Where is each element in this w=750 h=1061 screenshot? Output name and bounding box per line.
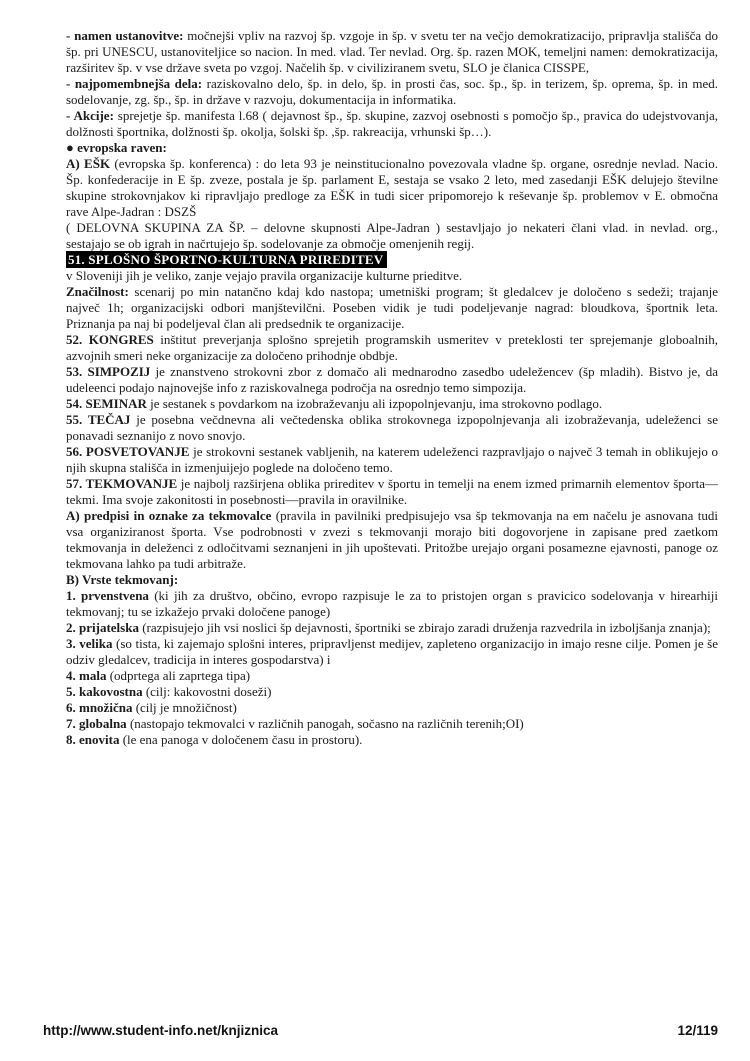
para-2-prijatelska bbox=[66, 620, 718, 636]
bold-run: ● evropska raven: bbox=[66, 140, 167, 155]
text-run: je posebna večdnevna ali večtedenska oblika strokovnega izpopolnjevanja ali izobraževanja, udeleženci se ponavadi seznanijo z novo snovjo. bbox=[66, 412, 718, 443]
text-run: ( DELOVNA SKUPINA ZA ŠP. – delovne skupnosti Alpe-Jadran ) sestavljajo jo nekateri člani vlad. in nevlad. org., sestajajo se ob igrah in načrtujejo šp. sodelovanje za območje omenjenih regij. bbox=[66, 220, 718, 251]
para-7-globalna bbox=[66, 716, 718, 732]
text-run: inštitut preverjanja splošno sprejetih programskih usmeritev v preteklosti ter sprejemanje globoalnih, azvojnih smeri neke organizacije za določeno prihodnje obdbje. bbox=[66, 332, 719, 363]
para-6-mnozicna bbox=[66, 700, 718, 716]
bold-run: 7. globalna bbox=[66, 716, 127, 731]
text-run: je najbolj razširjena oblika prireditev v športu in temelji na enem izmed primarnih elementov športa—tekmi. Ima svoje zakonitosti in posebnosti—pravila in oravilnike. bbox=[66, 476, 718, 507]
bold-run: A) EŠK bbox=[66, 156, 111, 171]
heading-51-splosno-sportno-kulturna-prireditev bbox=[66, 252, 718, 268]
bold-run: 57. TEKMOVANJE bbox=[66, 476, 178, 491]
text-run: (pravila in pavilniki predpisujejo vsa šp tekmovanja na em načelu je asnovana tudi vsa organiziranost športa. Vse podrobnosti v zvezi s tekmovanji morajo biti dogovorjene in zapisane pred zaetkom tekmovanja in deleženci z odločitvami seznanjeni in jih upoštevati. Pritožbe urejajo organi posamezne ejavnosti, panoge oz tekmovana lahko pa tudi arbitraže. bbox=[66, 508, 718, 571]
bold-run: 56. POSVETOVANJE bbox=[66, 444, 190, 459]
para-3-velika bbox=[66, 636, 718, 668]
bold-run: B) Vrste tekmovanj: bbox=[66, 572, 179, 587]
heading-vrste-tekmovanj bbox=[66, 572, 718, 588]
bold-run: - Akcije: bbox=[66, 108, 114, 123]
bold-run: 54. SEMINAR bbox=[66, 396, 147, 411]
text-run: (evropska šp. konferenca) : do leta 93 je neinstitucionalno povezovala vladne šp. organe, osrednje nevlad. Nacio. Šp. konfederacije in E šp. zveze, postala je šp. parlament E, sestaja se vsako 2 leto, med zasedanji EŠK delujejo številne skupine strokovnjakov ki ripravljajo predloge za EŠK in tudi sicer pripomorejo k reševanje šp. problemov v E. območna rave Alpe-Jadran : DSZŠ bbox=[66, 156, 718, 219]
bold-run: 1. prvenstvena bbox=[66, 588, 149, 603]
text-run: (ki jih za društvo, občino, evropo razpisuje le za to pristojen organ s pravicico sodelovanja v hirearhiji tekmovanj; tu se izkažejo prvaki določene panoge) bbox=[66, 588, 718, 619]
text-run: (so tista, ki zajemajo splošni interes, pripravljenst medijev, zapleteno organizacijo in imajo resne cilje. Pomen je še odziv gledalcev, tradicija in interes gospodarstva) i bbox=[66, 636, 718, 667]
text-run: raziskovalno delo, šp. in delo, šp. in prosti čas, soc. šp., šp. in terizem, šp. oprema, šp. in med. sodelovanje, zg. šp., šp. in države v razvoju, dokumentacija in informatika. bbox=[66, 76, 718, 107]
bold-run: 53. SIMPOZIJ bbox=[66, 364, 151, 379]
text-run: je sestanek s povdarkom na izobraževanju ali izpopolnjevanju, ima strokovno podlago. bbox=[146, 396, 603, 411]
para-55-tecaj bbox=[66, 412, 718, 444]
para-predpisi-in-oznake bbox=[66, 508, 718, 572]
text-run: (odprtega ali zaprtega tipa) bbox=[106, 668, 251, 683]
para-54-seminar bbox=[66, 396, 718, 412]
bold-run: 5. kakovostna bbox=[66, 684, 143, 699]
para-5-kakovostna bbox=[66, 684, 718, 700]
text-run: (nastopajo tekmovalci v različnih panogah, sočasno na različnih terenih;OI) bbox=[126, 716, 524, 731]
para-znacilnost bbox=[66, 284, 718, 332]
page-footer bbox=[43, 1023, 718, 1039]
bold-run: 52. KONGRES bbox=[66, 332, 154, 347]
bold-run: - namen ustanovitve: bbox=[66, 28, 184, 43]
bold-run: 4. mala bbox=[66, 668, 107, 683]
para-56-posvetovanje bbox=[66, 444, 718, 476]
text-run: je strokovni sestanek vabljenih, na katerem udeleženci razpravljajo o največ 3 temah in oblikujejo o njih skupna stališča in izmenjuijejo poglede na določeno temo. bbox=[66, 444, 718, 475]
text-run: sprejetje šp. manifesta l.68 ( dejavnost šp., šp. skupine, zazvoj osebnosti s pomočjo šp., pravica do udejstvovanja, dolžnosti športnika, dolžnosti šp. okolja, šolski šp. ,šp. rakreacija, vrhunski šp…). bbox=[66, 108, 718, 139]
para-52-kongres bbox=[66, 332, 718, 364]
text-run: (cilj je množičnost) bbox=[132, 700, 237, 715]
text-run: (le ena panoga v določenem času in prostoru). bbox=[119, 732, 363, 747]
text-run: scenarij po min natančno kdaj kdo nastopa; umetniški program; št gledalcev je določeno s sedeži; trajanje največ 1h; organizacijski odbori manjštevilčni. Poseben vidik je tudi podeljevanje nagrad: bloudkova, športnik leta. Priznanja pa naj bi podeljeval član ali predsednik te organizacije. bbox=[66, 284, 718, 331]
bold-run: 55. TEČAJ bbox=[66, 412, 131, 427]
bold-run: 8. enovita bbox=[66, 732, 120, 747]
para-v-sloveniji bbox=[66, 268, 718, 284]
text-run: močnejši vpliv na razvoj šp. vzgoje in šp. v svetu ter na večjo demokratizacijo, pripravlja stališča do šp. pri UNESCU, ustanoviteljice so nacion. In med. vlad. Ter nevlad. Org. šp. razen MOK, temeljni namen: demokratizacija, razširitev šp. v vse države sveta po vzgoj. Načelih šp. v civiliziranem svetu, SLO je članica CISSPE, bbox=[66, 28, 718, 75]
para-namen-ustanovitve bbox=[66, 28, 718, 76]
para-4-mala bbox=[66, 668, 718, 684]
bold-run: 2. prijatelska bbox=[66, 620, 139, 635]
bold-run: A) predpisi in oznake za tekmovalce bbox=[66, 508, 272, 523]
bold-run: 3. velika bbox=[66, 636, 113, 651]
para-akcije bbox=[66, 108, 718, 140]
para-1-prvenstvena bbox=[66, 588, 718, 620]
para-57-tekmovanje bbox=[66, 476, 718, 508]
text-run: (razpisujejo jih vsi noslici šp dejavnosti, športniki se zbirajo zaradi druženja razvedrila in izboljšanja znanja); bbox=[138, 620, 711, 635]
para-53-simpozij bbox=[66, 364, 718, 396]
para-najpomembnejsa-dela bbox=[66, 76, 718, 108]
text-run: (cilj: kakovostni doseži) bbox=[142, 684, 272, 699]
bullet-evropska-raven bbox=[66, 140, 718, 156]
para-esk bbox=[66, 156, 718, 220]
footer-url: http://www.student-info.net/knjiznica bbox=[43, 1023, 278, 1038]
bold-run: 6. množična bbox=[66, 700, 133, 715]
bold-run: 51. SPLOŠNO ŠPORTNO-KULTURNA PRIREDITEV bbox=[66, 251, 387, 268]
para-8-enovita bbox=[66, 732, 718, 748]
text-run: je znanstveno strokovni zbor z domačo ali mednarodno zasedbo udeležencev (šp mladih). Bistvo je, da udeleenci podajo najnovejše info z raziskovalnega področja na osrednjo temo simpozija. bbox=[66, 364, 719, 395]
para-delovna-skupina bbox=[66, 220, 718, 252]
page-number: 12/119 bbox=[677, 1023, 718, 1038]
bold-run: - najpomembnejša dela: bbox=[66, 76, 203, 91]
text-run: v Sloveniji jih je veliko, zanje vejajo pravila organizacije kulturne prieditve. bbox=[66, 268, 463, 283]
bold-run: Značilnost: bbox=[66, 284, 129, 299]
document-body bbox=[66, 28, 718, 748]
